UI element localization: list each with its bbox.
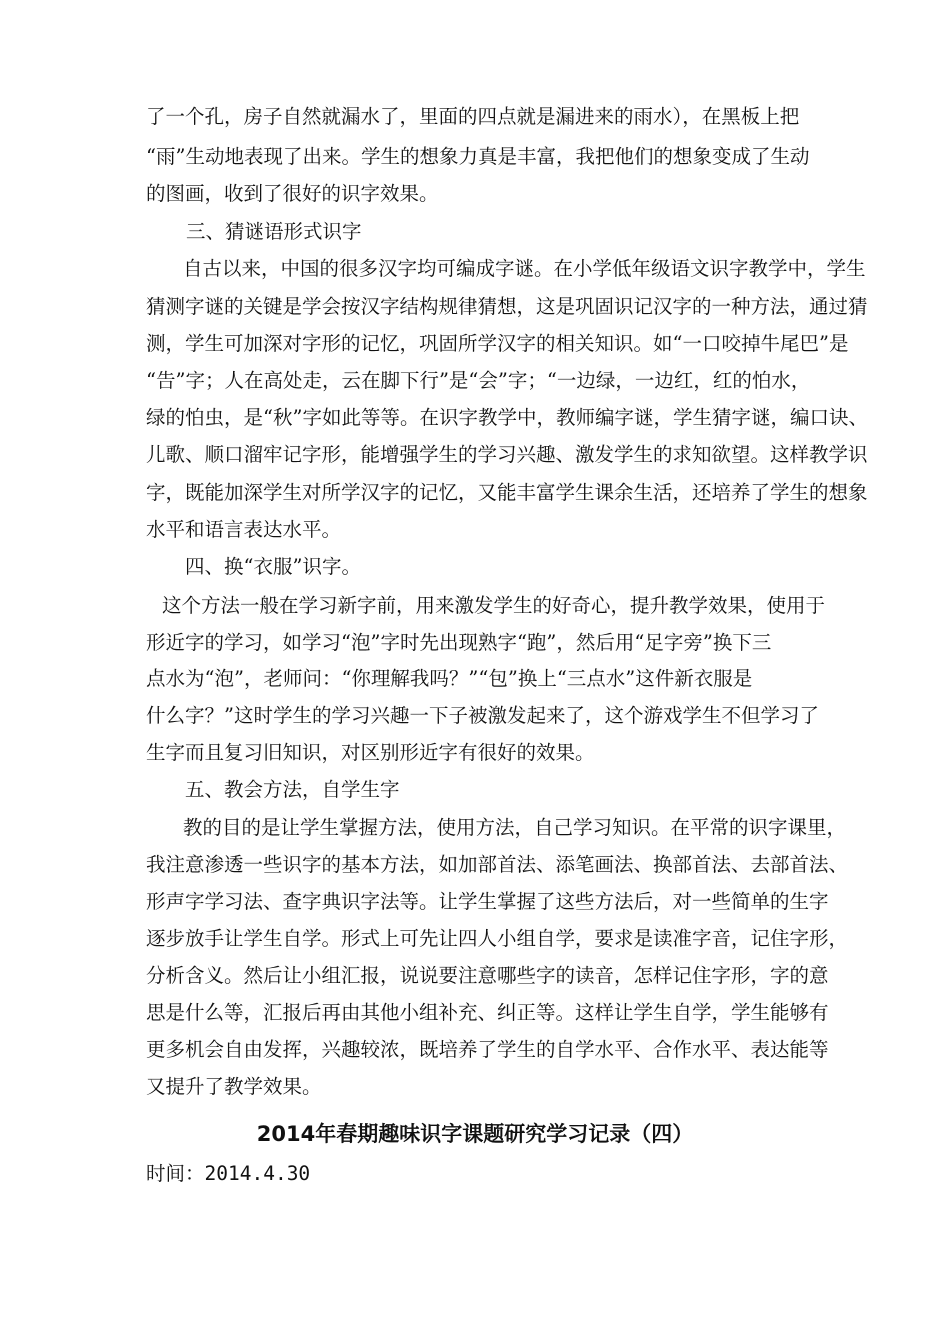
section3-line-6: 儿歌、顺口溜牢记字形，能增强学生的学习兴趣、激发学生的求知欲望。这样教学识: [146, 443, 868, 466]
section4-line-1: 这个方法一般在学习新字前，用来激发学生的好奇心，提升教学效果，使用于: [162, 594, 826, 617]
section5-line-3: 形声字学习法、查字典识字法等。让学生掌握了这些方法后，对一些简单的生字: [146, 890, 829, 913]
intro-line-3: 的图画，收到了很好的识字效果。: [146, 182, 439, 205]
section4-line-2: 形近字的学习，如学习“泡”字时先出现熟字“跑”，然后用“足字旁”换下三: [146, 631, 772, 654]
section4-line-4: 什么字？”这时学生的学习兴趣一下子被激发起来了，这个游戏学生不但学习了: [146, 704, 819, 727]
record-time-value: 2014.4.30: [204, 1162, 311, 1185]
section4-heading: 四、换“衣服”识字。: [185, 555, 361, 578]
record-time: [146, 1162, 310, 1186]
record-time-label: 时间：: [146, 1162, 205, 1185]
section5-line-1: 教的目的是让学生掌握方法，使用方法，自己学习知识。在平常的识字课里，: [183, 816, 847, 839]
section5-line-5: 分析含义。然后让小组汇报，说说要注意哪些字的读音，怎样记住字形，字的意: [146, 964, 829, 987]
section3-line-7: 字，既能加深学生对所学汉字的记忆，又能丰富学生课余生活，还培养了学生的想象: [146, 481, 868, 504]
section5-line-2: 我注意渗透一些识字的基本方法，如加部首法、添笔画法、换部首法、去部首法、: [146, 853, 849, 876]
section3-line-8: 水平和语言表达水平。: [146, 518, 342, 541]
intro-line-1: 了一个孔，房子自然就漏水了，里面的四点就是漏进来的雨水），在黑板上把: [146, 105, 800, 128]
section5-line-7: 更多机会自由发挥，兴趣较浓，既培养了学生的自学水平、合作水平、表达能等: [146, 1038, 829, 1061]
section5-line-8: 又提升了教学效果。: [146, 1075, 322, 1098]
section3-line-4: “告”字；人在高处走，云在脚下行”是“会”字；“一边绿，一边红，红的怕水，: [146, 369, 811, 392]
section3-line-2: 猜测字谜的关键是学会按汉字结构规律猜想，这是巩固识记汉字的一种方法，通过猜: [146, 295, 868, 318]
section5-heading: 五、教会方法，自学生字: [185, 778, 400, 801]
section3-heading: 三、猜谜语形式识字: [186, 220, 362, 243]
section3-line-3: 测，学生可加深对字形的记忆，巩固所学汉字的相关知识。如“一口咬掉牛尾巴”是: [146, 332, 849, 355]
intro-line-2: “雨”生动地表现了出来。学生的想象力真是丰富，我把他们的想象变成了生动: [146, 145, 810, 168]
section3-line-5: 绿的怕虫，是“秋”字如此等等。在识字教学中，教师编字谜，学生猜字谜，编口诀、: [146, 406, 868, 429]
record-title: 2014年春期趣味识字课题研究学习记录（四）: [256, 1122, 694, 1146]
section3-line-1: 自古以来，中国的很多汉字均可编成字谜。在小学低年级语文识字教学中，学生: [183, 257, 866, 280]
section5-line-6: 思是什么等，汇报后再由其他小组补充、纠正等。这样让学生自学，学生能够有: [146, 1001, 829, 1024]
section4-line-5: 生字而且复习旧知识，对区别形近字有很好的效果。: [146, 741, 595, 764]
section4-line-3: 点水为“泡”，老师问：“你理解我吗？”“包”换上“三点水”这件新衣服是: [146, 667, 753, 690]
section5-line-4: 逐步放手让学生自学。形式上可先让四人小组自学，要求是读准字音，记住字形，: [146, 927, 849, 950]
